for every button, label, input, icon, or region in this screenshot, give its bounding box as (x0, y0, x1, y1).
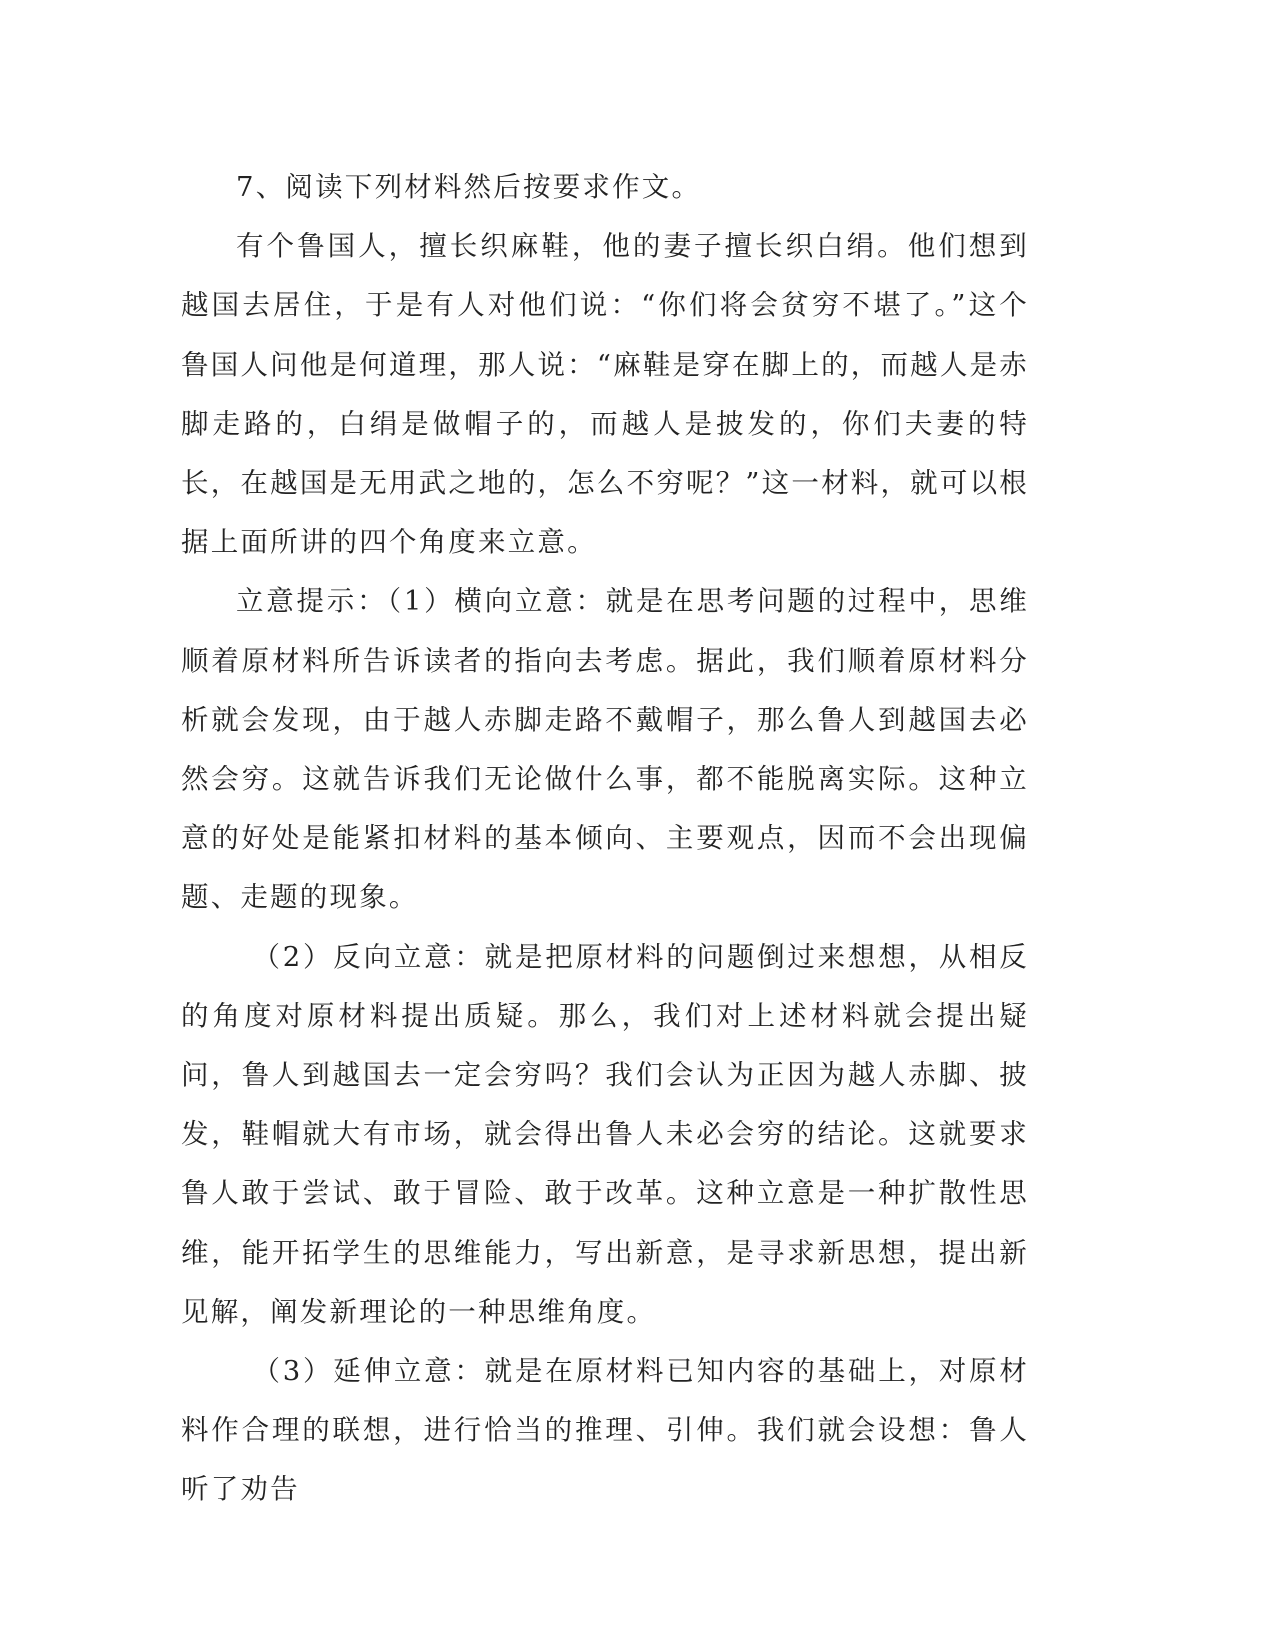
question-heading: 7、阅读下列材料然后按要求作文。 (236, 171, 702, 203)
material-paragraph: 有个鲁国人，擅长织麻鞋，他的妻子擅长织白绢。他们想到越国去居住，于是有人对他们说：“你们将会贫穷不堪了。”这个鲁国人问他是何道理，那人说：“麻鞋是穿在脚上的，而越人是赤脚走路的，白绢是做帽子的，而越人是披发的，你们夫妻的特长，在越国是无用武之地的，怎么不穷呢？”这一材料，就可以根据上面所讲的四个角度来立意。 (181, 230, 1029, 559)
hint-paragraph-horizontal: 立意提示：（1）横向立意：就是在思考问题的过程中，思维顺着原材料所告诉读者的指向去考虑。据此，我们顺着原材料分析就会发现，由于越人赤脚走路不戴帽子，那么鲁人到越国去必然会穷。这就告诉我们无论做什么事，都不能脱离实际。这种立意的好处是能紧扣材料的基本倾向、主要观点，因而不会出现偏题、走题的现象。 (181, 585, 1029, 914)
hint-paragraph-extension: （3）延伸立意：就是在原材料已知内容的基础上，对原材料作合理的联想，进行恰当的推理、引伸。我们就会设想：鲁人听了劝告 (181, 1355, 1029, 1506)
document-body (181, 158, 1029, 1520)
hint-paragraph-reverse: （2）反向立意：就是把原材料的问题倒过来想想，从相反的角度对原材料提出质疑。那么，我们对上述材料就会提出疑问，鲁人到越国去一定会穷吗？我们会认为正因为越人赤脚、披发，鞋帽就大有市场，就会得出鲁人未必会穷的结论。这就要求鲁人敢于尝试、敢于冒险、敢于改革。这种立意是一种扩散性思维，能开拓学生的思维能力，写出新意，是寻求新思想，提出新见解，阐发新理论的一种思维角度。 (181, 940, 1029, 1328)
